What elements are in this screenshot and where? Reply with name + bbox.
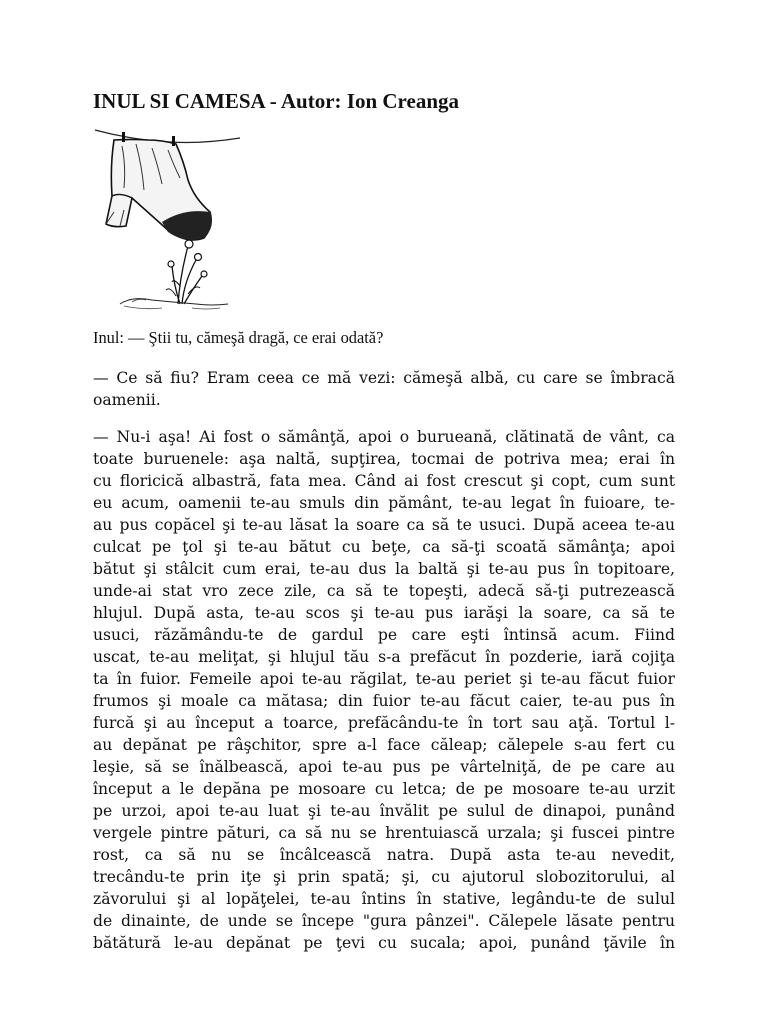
text-line: vergele pintre pături, ca să nu se hrentuiască urzala; şi fuscei pintre bbox=[93, 824, 675, 842]
dialogue-paragraph-2 bbox=[93, 367, 675, 411]
text-line: bătătură le-au depănat pe ţevi cu sucala; apoi, punând ţăvile în bbox=[93, 934, 675, 952]
text-line: au pus copăcel şi te-au lăsat la soare ca să te usuci. După aceea te-au bbox=[93, 516, 675, 534]
text-line: culcat pe ţol şi te-au bătut cu beţe, ca să-ţi scoată sămânţa; apoi bbox=[93, 538, 675, 556]
text-line: leşie, să se înălbească, apoi te-au pus pe vârtelniţă, de pe care au bbox=[93, 758, 675, 776]
text-line: eu acum, oamenii te-au smuls din pământ, te-au legat în fuioare, te- bbox=[93, 494, 675, 512]
text-line: — Ce să fiu? Eram ceea ce mă vezi: cămeşă albă, cu care se îmbracă bbox=[93, 369, 675, 387]
text-line: cu floricică albastră, fata mea. Când ai fost crescut şi copt, cum sunt bbox=[93, 472, 675, 490]
text-line: usuci, răzămându-te de gardul pe care eşti întinsă acum. Fiind bbox=[93, 626, 675, 644]
text-line: oamenii. bbox=[93, 391, 161, 409]
text-line: frumos şi moale ca mătasa; din fuior te-au făcut caier, te-au pus în bbox=[93, 692, 675, 710]
text-line: furcă şi au început a toarce, prefăcându-te în tort sau aţă. Tortul l- bbox=[93, 714, 675, 732]
text-line: ta în fuior. Femeile apoi te-au răgilat, te-au periet şi te-au făcut fuior bbox=[93, 670, 675, 688]
text-line: rost, ca să nu se încâlcească natra. După asta te-au nevedit, bbox=[93, 846, 675, 864]
text-line: Inul: — Ştii tu, cămeşă dragă, ce erai odată? bbox=[93, 328, 384, 347]
text-line: au depănat pe râşchitor, spre a-l face căleap; călepele s-au fert cu bbox=[93, 736, 675, 754]
text-line: pe urzoi, apoi te-au luat şi te-au învălit pe sulul de dinapoi, punând bbox=[93, 802, 675, 820]
text-line: hlujul. După asta, te-au scos şi te-au pus iarăşi la soare, ca să te bbox=[93, 604, 675, 622]
text-line: bătut şi stâlcit cum erai, te-au dus la baltă şi te-au pus în topitoare, bbox=[93, 560, 675, 578]
text-line: toate buruenele: aşa naltă, supţirea, tocmai de potriva mea; erai în bbox=[93, 450, 675, 468]
text-line: — Nu-i aşa! Ai fost o sămânţă, apoi o burueană, clătinată de vânt, ca bbox=[93, 428, 675, 446]
text-line: zăvorului şi al lopăţelei, te-au întins în stative, legându-te de sulul bbox=[93, 890, 675, 908]
text-line: început a le depăna pe mosoare cu letca; de pe mosoare te-au urzit bbox=[93, 780, 675, 798]
text-line: trecându-te prin iţe şi prin spată; şi, cu ajutorul slobozitorului, al bbox=[93, 868, 675, 886]
text-line: unde-ai stat vro zece zile, ca să te topeşti, adecă să-ţi putrezească bbox=[93, 582, 675, 600]
text-line: de dinainte, de unde se începe "gura pânzei". Călepele lăsate pentru bbox=[93, 912, 675, 930]
document-title: INUL SI CAMESA - Autor: Ion Creanga bbox=[93, 89, 459, 113]
shirt-on-clothesline-with-flax-plant-icon bbox=[92, 126, 242, 316]
text-line: uscat, te-au meliţat, şi hlujul tău s-a prefăcut în pozderie, iară cojiţa bbox=[93, 648, 675, 666]
dialogue-paragraph-1 bbox=[93, 327, 675, 349]
dialogue-paragraph-3 bbox=[93, 426, 675, 954]
